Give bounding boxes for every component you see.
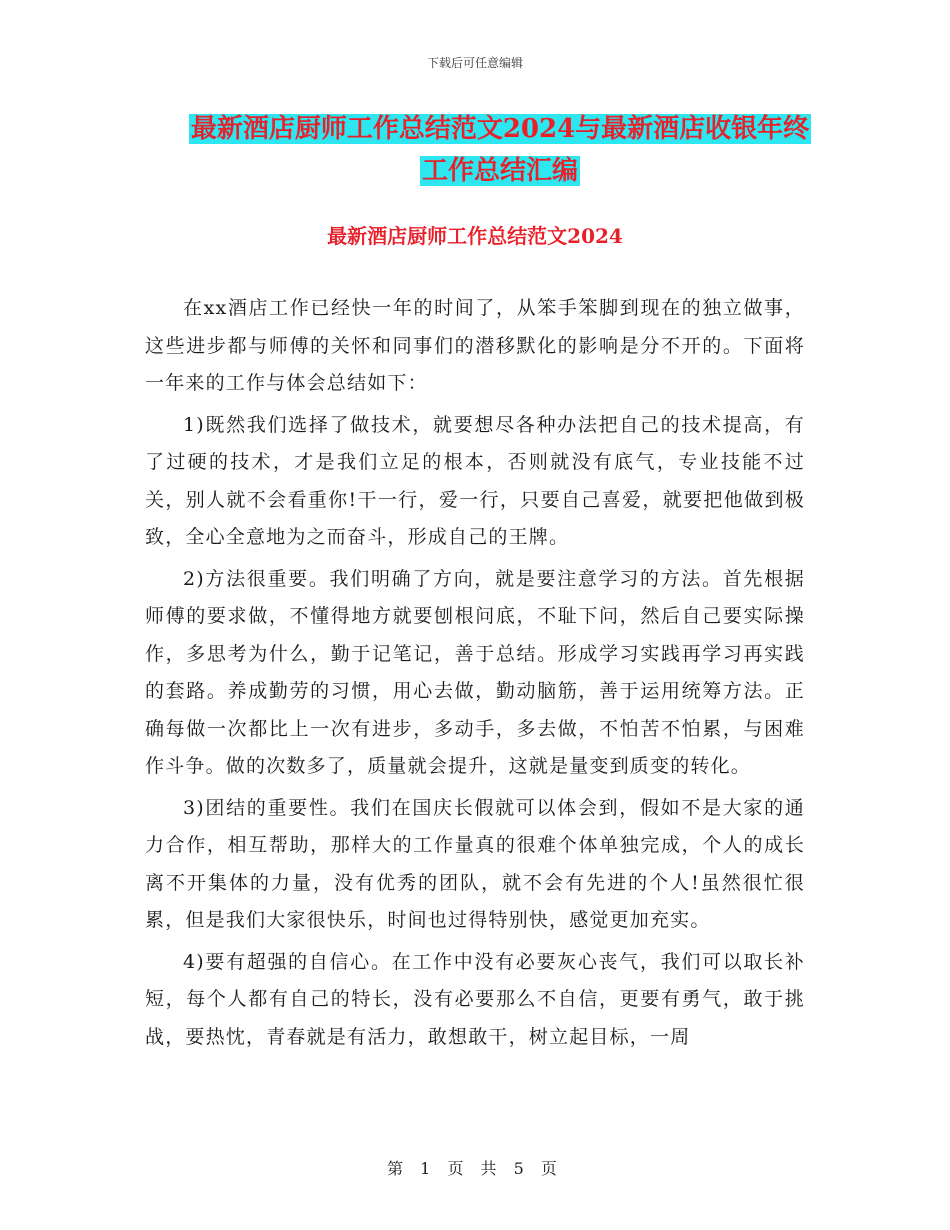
document-title-line2: 工作总结汇编 — [421, 156, 578, 186]
paragraph-4: 4)要有超强的自信心。在工作中没有必要灰心丧气，我们可以取长补短，每个人都有自己的特长，没有必要那么不自信，更要有勇气，敢于挑战，要热忱，青春就是有活力，敢想敢干，树立起目标，一周 — [145, 950, 805, 1048]
paragraph-1: 1)既然我们选择了做技术，就要想尽各种办法把自己的技术提高，有了过硬的技术，才是我们立足的根本，否则就没有底气，专业技能不过关，别人就不会看重你!干一行，爱一行，只要自己喜爱，就要把他做到极致，全心全意地为之而奋斗，形成自己的王牌。 — [145, 413, 805, 548]
paragraph-3: 3)团结的重要性。我们在国庆长假就可以体会到，假如不是大家的通力合作，相互帮助，那样大的工作量真的很难个体单独完成，个人的成长离不开集体的力量，没有优秀的团队，就不会有先进的个人!虽然很忙很累，但是我们大家很快乐，时间也过得特别快，感觉更加充实。 — [145, 796, 805, 931]
document-title — [140, 108, 860, 192]
page-footer: 第 1 页 共 5 页 — [387, 1159, 563, 1178]
document-title-line1: 最新酒店厨师工作总结范文2024与最新酒店收银年终 — [190, 114, 810, 144]
document-body — [145, 290, 805, 1060]
header-note: 下载后可任意编辑 — [426, 56, 523, 70]
paragraph-2: 2)方法很重要。我们明确了方向，就是要注意学习的方法。首先根据师傅的要求做，不懂得地方就要刨根问底，不耻下问，然后自己要实际操作，多思考为什么，勤于记笔记，善于总结。形成学习实践再学习再实践的套路。养成勤劳的习惯，用心去做，勤动脑筋，善于运用统筹方法。正确每做一次都比上一次有进步，多动手，多去做，不怕苦不怕累，与困难作斗争。做的次数多了，质量就会提升，这就是量变到质变的转化。 — [145, 567, 805, 777]
section-title: 最新酒店厨师工作总结范文2024 — [327, 224, 623, 248]
paragraph-intro: 在xx酒店工作已经快一年的时间了，从笨手笨脚到现在的独立做事，这些进步都与师傅的关怀和同事们的潜移默化的影响是分不开的。下面将一年来的工作与体会总结如下： — [145, 297, 805, 394]
